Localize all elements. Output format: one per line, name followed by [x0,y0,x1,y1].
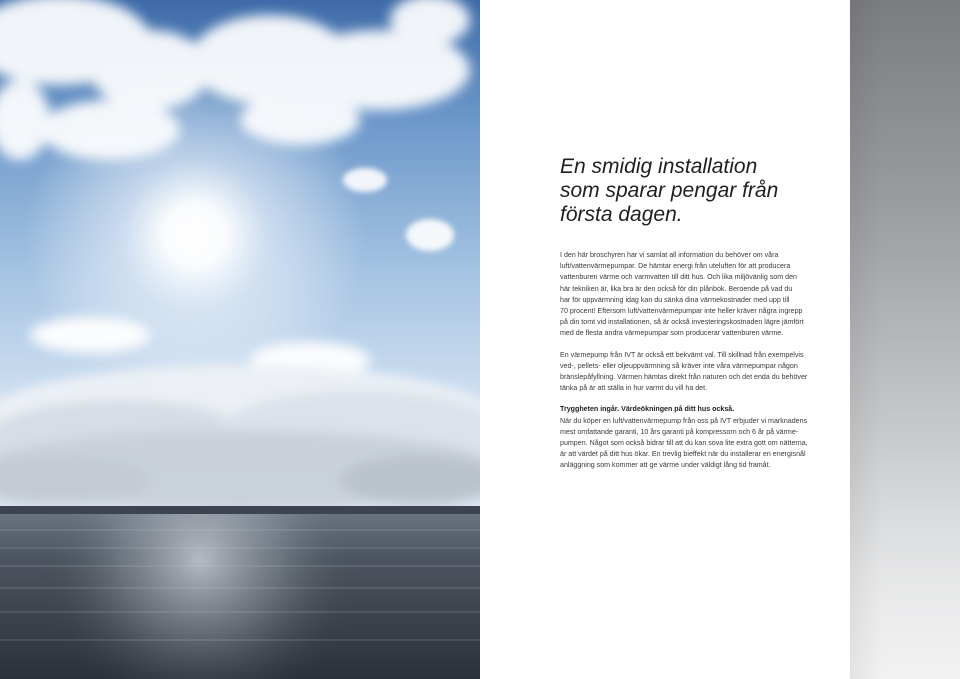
comfort-paragraph [560,350,810,395]
headline-line: En smidig installation [560,155,758,178]
text-line: luft/vattenvärmepumpar. De hämtar energi från uteluften för att producera [560,262,791,271]
warranty-paragraph [560,404,810,471]
text-line: med de flesta andra värmepumpar som producerar vattenburen värme. [560,329,784,338]
intro-paragraph [560,250,810,340]
text-line: pumpen. Något som också bidrar till att du kan sova lite extra gott om nätterna, [560,439,808,448]
text-line: ved-, pellets- eller oljeuppvärmning så kräver inte våra värmepumpar någon [560,361,798,370]
text-line: 70 procent! Eftersom luft/vattenvärmepumpar inte heller kräver några ingrepp [560,307,803,316]
text-line: anläggning som kommer att ge värme under väldigt lång tid framåt. [560,461,771,470]
text-line: har för uppvärmning idag kan du sänka dina värmekostnader med upp till [560,295,790,304]
body-text [560,250,810,482]
text-line: här tekniken är, lika bra är den också för din plånbok. Beroende på vad du [560,284,793,293]
text-line: vattenburen värme och varmvatten till ditt hus. Och lika miljövänlig som den [560,273,797,282]
warranty-subheading: Tryggheten ingår. Värdeökningen på ditt hus också. [560,405,735,414]
text-line: på din tomt vid installationen, så är också investeringskostnaden lägre jämfört [560,318,804,327]
grey-gradient-strip [850,0,960,679]
text-line: En värmepump från IVT är också ett bekvämt val. Till skillnad från exempelvis [560,350,804,359]
text-line: tänka på är att ställa in hur varmt du vill ha det. [560,384,708,393]
text-line: bränslepåfyllning. Värmen hämtas direkt från naturen och det enda du behöver [560,373,808,382]
text-line: När du köper en luft/vattenvärmepump från oss på IVT erbjuder vi marknadens [560,416,808,425]
headline-line: första dagen. [560,203,683,226]
text-page [480,0,850,679]
headline-line: som sparar pengar från [560,179,779,202]
text-line: I den här broschyren har vi samlat all information du behöver om våra [560,251,779,259]
headline [560,155,820,227]
text-line: mest omfattande garanti, 10 års garanti på kompressorn och 6 år på värme- [560,427,799,436]
text-line: är att värdet på ditt hus ökar. En trevlig bieffekt när du installerar en energisnål [560,450,806,459]
